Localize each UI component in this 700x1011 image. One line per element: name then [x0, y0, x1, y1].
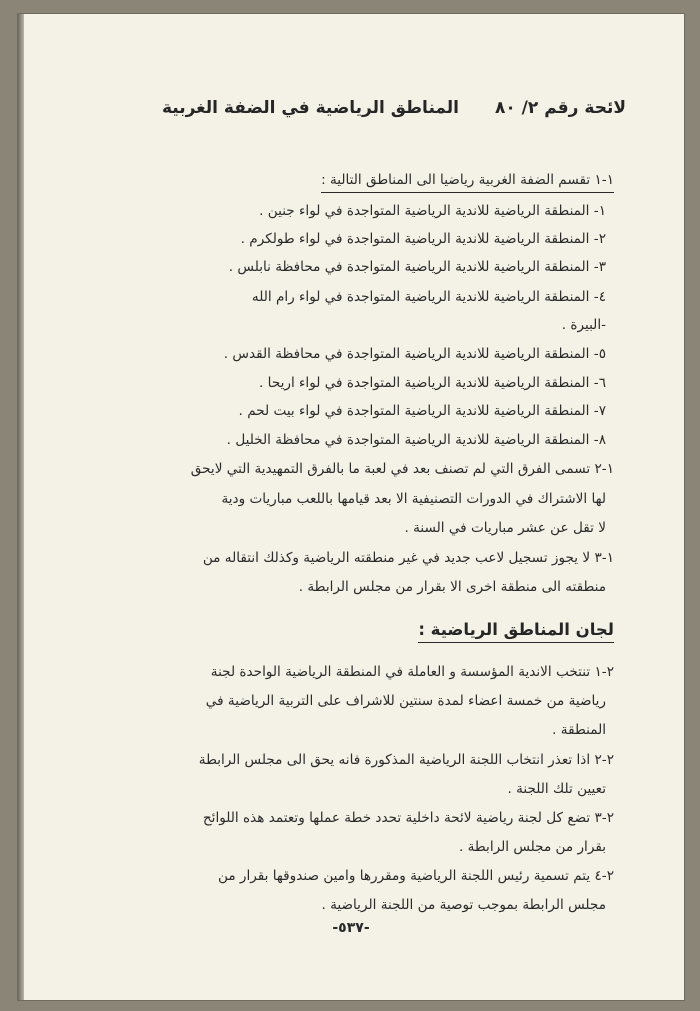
- title-subject: المناطق الرياضية في الضفة الغربية: [161, 98, 459, 118]
- clause-line: بقرار من مجلس الرابطة .: [458, 839, 606, 855]
- list-item: ٧- المنطقة الرياضية للاندية الرياضية المتواجدة في لواء بيت لحم .: [238, 403, 606, 419]
- clause-line: لها الاشتراك في الدورات التصنيفية الا بعد قيامها باللعب مباريات ودية: [221, 491, 606, 507]
- clause-line: ٢-٢ اذا تعذر انتخاب اللجنة الرياضية المذكورة فانه يحق الى مجلس الرابطة: [198, 752, 614, 768]
- list-item: ٥- المنطقة الرياضية للاندية الرياضية المتواجدة في محافظة القدس .: [223, 346, 606, 362]
- list-item: ٦- المنطقة الرياضية للاندية الرياضية المتواجدة في لواء اريحا .: [259, 375, 606, 391]
- list-item: ٣- المنطقة الرياضية للاندية الرياضية المتواجدة في محافظة نابلس .: [228, 259, 606, 275]
- clause-line: تعيين تلك اللجنة .: [507, 781, 606, 797]
- clause-line: لا تقل عن عشر مباريات في السنة .: [404, 520, 606, 536]
- clause-line: ١-٣ لا يجوز تسجيل لاعب جديد في غير منطقته الرياضية وكذلك انتقاله من: [202, 550, 614, 566]
- clause-line: ٢-١ تنتخب الاندية المؤسسة و العاملة في المنطقة الرياضية الواحدة لجنة: [210, 664, 614, 680]
- clause-line: مجلس الرابطة بموجب توصية من اللجنة الرياضية .: [321, 897, 606, 913]
- clause-line: منطقته الى منطقة اخرى الا بقرار من مجلس الرابطة .: [298, 579, 606, 595]
- list-item: ٤- المنطقة الرياضية للاندية الرياضية المتواجدة في لواء رام الله: [251, 289, 606, 305]
- section1-intro: ١-١ تقسم الضفة الغربية رياضيا الى المناطق التالية :: [74, 171, 614, 193]
- clause-line: ١-٢ تسمى الفرق التي لم تصنف بعد في لعبة ما بالفرق التمهيدية التي لايحق: [190, 461, 614, 477]
- document-content: [18, 14, 684, 1000]
- list-item: ٨- المنطقة الرياضية للاندية الرياضية المتواجدة في محافظة الخليل .: [226, 432, 606, 448]
- document-page: [18, 14, 684, 1000]
- clause-line: المنطقة .: [552, 722, 606, 738]
- clause-line: رياضية من خمسة اعضاء لمدة سنتين للاشراف على التربية الرياضية في: [205, 693, 606, 709]
- document-title: [162, 98, 626, 118]
- list-item: ٢- المنطقة الرياضية للاندية الرياضية المتواجدة في لواء طولكرم .: [240, 231, 606, 247]
- title-regulation-number: لائحة رقم ٢/ ٨٠: [495, 98, 626, 118]
- section2-heading: لجان المناطق الرياضية :: [418, 620, 614, 643]
- clause-line: ٢-٣ تضع كل لجنة رياضية لائحة داخلية تحدد خطة عملها وتعتمد هذه اللوائح: [202, 810, 614, 826]
- list-item: ١- المنطقة الرياضية للاندية الرياضية المتواجدة في لواء جنين .: [259, 203, 606, 219]
- clause-line: ٢-٤ يتم تسمية رئيس اللجنة الرياضية ومقررها وامين صندوقها بقرار من: [217, 868, 614, 884]
- page-number: -٥٣٧-: [332, 920, 370, 936]
- list-item-continuation: -البيرة .: [561, 317, 606, 333]
